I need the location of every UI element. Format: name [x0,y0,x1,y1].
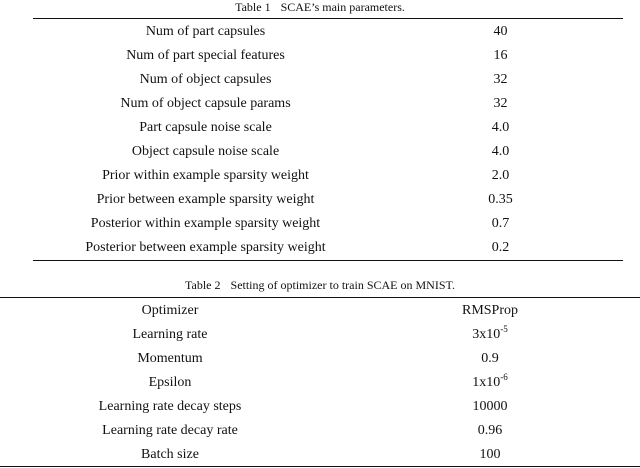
table1-bottom-rule [33,260,623,261]
table-row [0,371,640,395]
param-value: 0.2 [491,240,510,255]
param-value: 32 [493,96,508,111]
param-value: 0.7 [491,216,510,231]
table1 [33,20,623,260]
setting-value [340,443,640,467]
setting-name: Learning rate [132,327,208,342]
setting-value [340,395,640,419]
setting-name: Learning rate decay steps [98,399,242,414]
param-value: 2.0 [491,168,510,183]
table-row [0,419,640,443]
table-row [33,92,623,116]
table1-caption [0,0,640,14]
setting-value [340,347,640,371]
table1-top-rule [33,18,623,19]
value-base: 0.9 [481,351,499,366]
value-exponent: -5 [500,324,508,334]
table-header-row [0,299,640,323]
table2-top-rule [0,297,640,298]
table2-caption [0,278,640,292]
table-row [0,323,640,347]
value-base: 3x10 [472,327,501,342]
param-name: Num of part capsules [145,24,266,39]
table-row [33,188,623,212]
table-row [33,116,623,140]
table2-bottom-rule [0,466,640,467]
param-value: 0.35 [488,192,513,207]
param-value: 4.0 [491,144,510,159]
param-name: Posterior between example sparsity weight [85,240,326,255]
setting-name: Epsilon [148,375,192,390]
param-name: Posterior within example sparsity weight [90,216,321,231]
param-name: Object capsule noise scale [131,144,280,159]
value-base: 100 [479,447,501,462]
setting-name: Learning rate decay rate [102,423,238,438]
header-optimizer-value: RMSProp [461,303,519,318]
param-name: Num of object capsule params [120,96,291,111]
param-value: 16 [493,48,508,63]
param-value: 4.0 [491,120,510,135]
table-row [0,443,640,467]
table-row [33,212,623,236]
value-base: 10000 [472,399,508,414]
table-row [33,164,623,188]
table-row [33,20,623,44]
table-row [0,395,640,419]
table-row [33,140,623,164]
table-row [33,68,623,92]
table-row [33,44,623,68]
table-row [0,347,640,371]
table1-title: SCAE’s main parameters. [280,0,405,14]
table1-label: Table 1 [235,0,271,14]
param-name: Part capsule noise scale [139,120,272,135]
value-exponent: -6 [500,372,508,382]
param-name: Prior within example sparsity weight [102,168,309,183]
setting-value [340,419,640,443]
param-name: Prior between example sparsity weight [96,192,315,207]
param-name: Num of object capsules [139,72,272,87]
value-base: 0.96 [477,423,503,438]
param-value: 40 [493,24,508,39]
setting-value [340,323,640,347]
table2-label: Table 2 [185,278,221,292]
table2 [0,299,640,467]
value-base: 1x10 [472,375,501,390]
setting-name: Momentum [137,351,203,366]
header-optimizer: Optimizer [141,303,199,318]
table-row [33,236,623,260]
param-value: 32 [493,72,508,87]
table2-title: Setting of optimizer to train SCAE on MNIST. [230,278,455,292]
setting-name: Batch size [141,447,199,462]
param-name: Num of part special features [126,48,285,63]
setting-value [340,371,640,395]
